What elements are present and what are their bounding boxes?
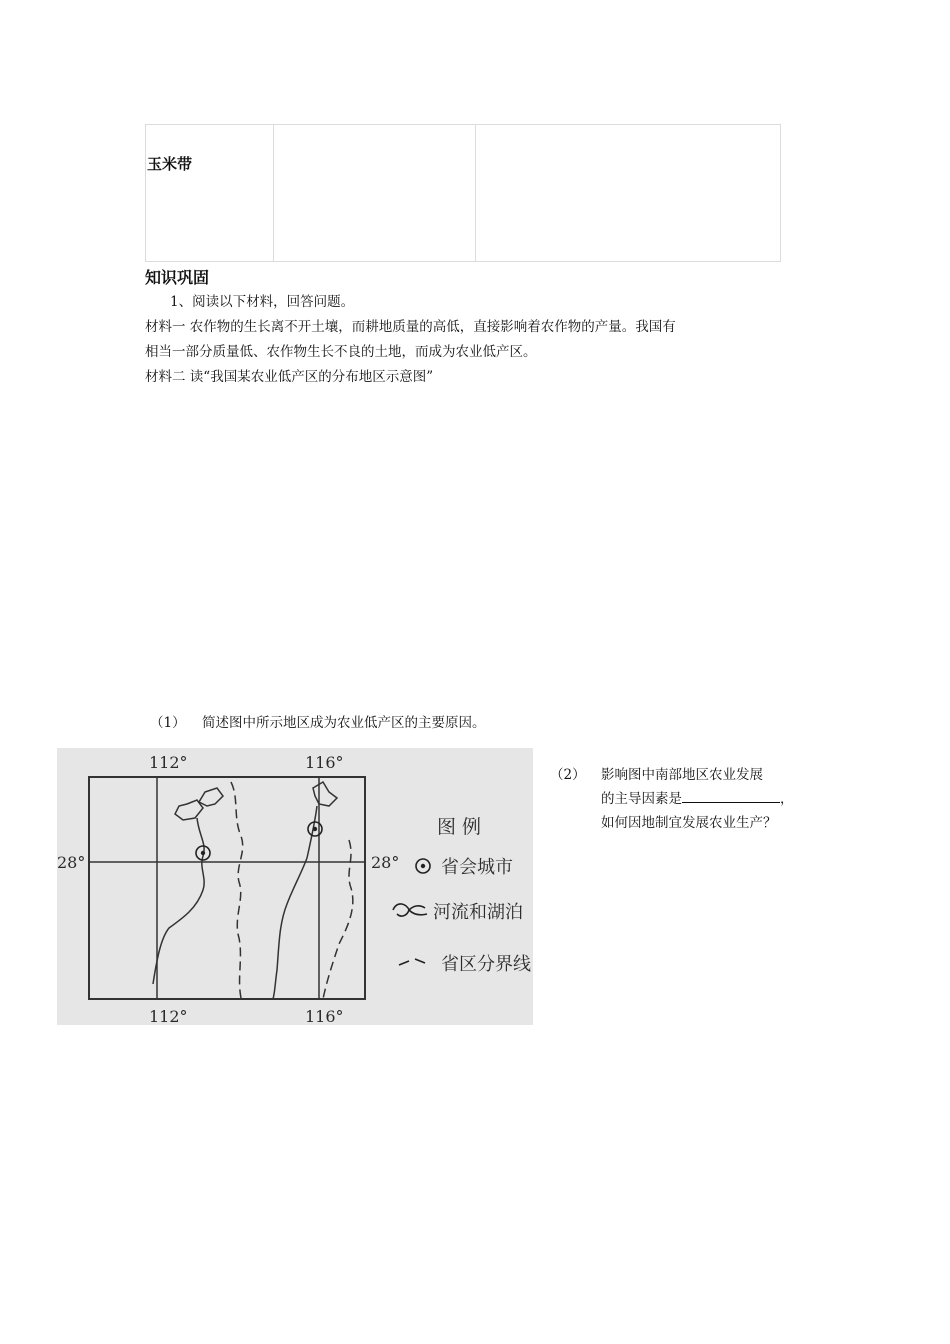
lon-label-bottom-right: 116° <box>305 1007 344 1025</box>
question-1-text: 简述图中所示地区成为农业低产区的主要原因。 <box>202 715 486 731</box>
legend-city-icon <box>416 859 430 873</box>
legend-river-icon <box>393 904 427 916</box>
lon-label-top-left: 112° <box>149 753 188 772</box>
lake-east <box>313 782 337 806</box>
question-2-line-1: 影响图中南部地区农业发展 <box>601 767 763 783</box>
table-cell-empty <box>274 125 476 262</box>
crop-belt-table <box>145 124 781 262</box>
question-2-line-3: 如何因地制宜发展农业生产？ <box>601 815 777 831</box>
question-intro: 1、阅读以下材料，回答问题。 <box>170 294 355 310</box>
section-heading: 知识巩固 <box>145 268 210 287</box>
low-yield-region-map <box>57 748 533 1025</box>
river-west <box>153 818 204 984</box>
question-2-number: （2） <box>550 767 586 783</box>
table-cell-empty <box>476 125 781 262</box>
lat-label-left: 28° <box>57 853 86 872</box>
map-frame <box>89 777 365 999</box>
legend-boundary-label: 省区分界线 <box>441 954 531 975</box>
answer-blank[interactable] <box>682 787 780 803</box>
capital-city-east <box>308 822 322 836</box>
material-two: 材料二 读“我国某农业低产区的分布地区示意图” <box>145 369 434 385</box>
question-2-line-2 <box>601 787 831 811</box>
lat-label-right: 28° <box>371 853 400 872</box>
lon-label-bottom-left: 112° <box>149 1007 188 1025</box>
lake-west-2 <box>175 800 203 820</box>
map-graphic <box>57 748 533 1025</box>
boundary-west <box>231 782 243 998</box>
question-2-line-2-text: 的主导因素是 <box>601 791 682 807</box>
table-cell-label <box>146 125 274 262</box>
material-one-line-2: 相当一部分质量低、农作物生长不良的土地，而成为农业低产区。 <box>145 344 537 360</box>
lake-west <box>199 788 223 806</box>
material-one-line-1: 材料一 农作物的生长离不开土壤，而耕地质量的高低，直接影响着农作物的产量。我国有 <box>145 319 676 335</box>
legend-title: 图 例 <box>437 816 482 838</box>
row-label-corn-belt: 玉米带 <box>147 155 193 173</box>
question-2-body <box>601 763 831 835</box>
boundary-east <box>323 840 353 999</box>
question-1-number: （1） <box>150 715 186 731</box>
question-2-comma: ， <box>780 791 794 807</box>
lon-label-top-right: 116° <box>305 753 344 772</box>
legend-city-label: 省会城市 <box>441 857 513 878</box>
legend-river-label: 河流和湖泊 <box>433 902 523 923</box>
legend-boundary-icon <box>399 959 425 965</box>
